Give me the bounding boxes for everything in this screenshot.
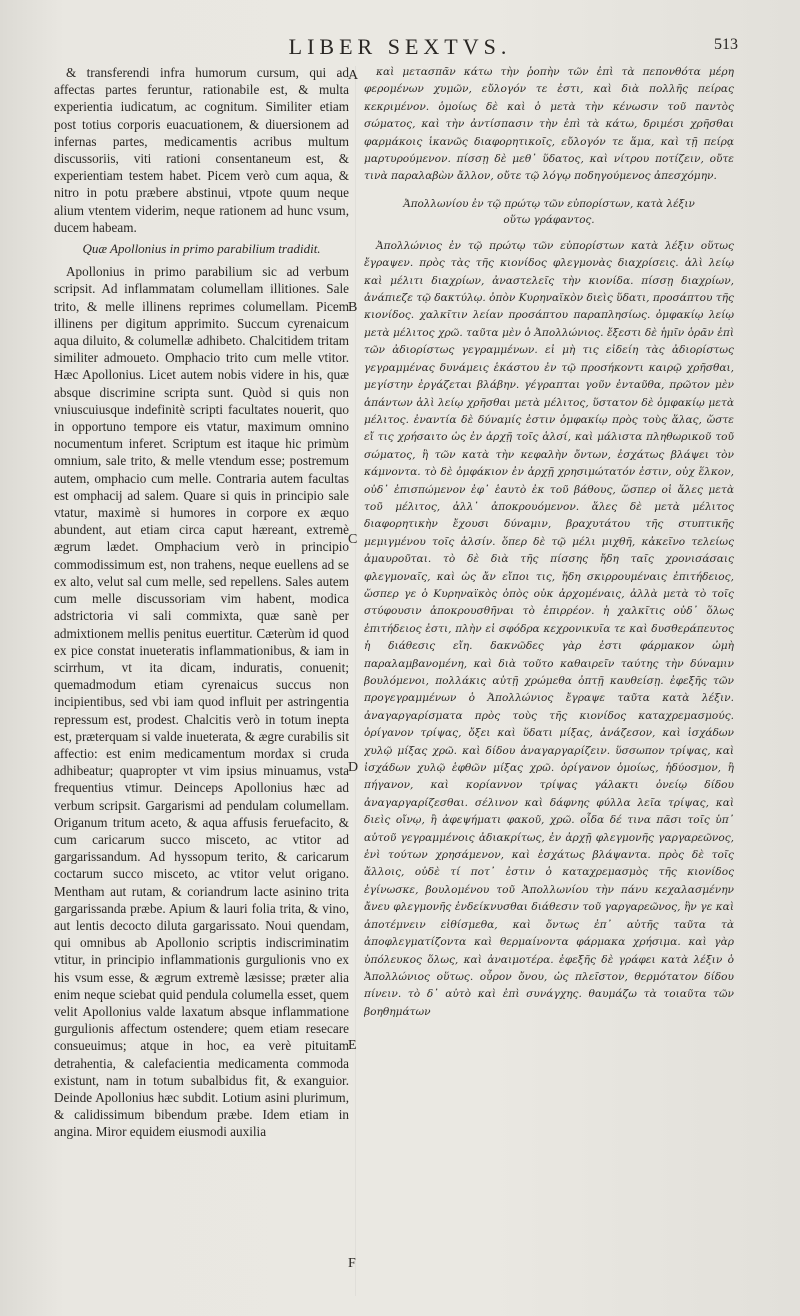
margin-letter-c: C — [348, 532, 358, 547]
latin-column — [54, 64, 349, 1304]
greek-heading-line: Ἀπολλωνίου ἐν τῷ πρώτῳ τῶν εὐπορίστων, κατὰ λέξιν — [403, 197, 695, 210]
page-number: 513 — [714, 36, 738, 53]
greek-column — [364, 64, 734, 1304]
margin-letter-d: D — [348, 760, 359, 775]
latin-section-heading: Quæ Apollonius in primo parabilium tradidit. — [82, 241, 321, 257]
latin-paragraph: & transferendi infra humorum cursum, qui ad affectas partes feruntur, rationabile est, & multa experientia iudicatum, ac cognitum. Similiter etiam post totius corporis euacuationem, & diuersionem ad infernas partes, medicamentis acribus multum discussoriis, viti rationi consentaneum est, & experientiam testem habet. Picem verò cum aqua, & nitro in potu præbere abstinui, vtpote quum neque alium vtentem viderim, neque rationem ad hunc vsum, ducem habeam. — [54, 65, 349, 235]
margin-letter-f: F — [348, 1256, 356, 1271]
greek-paragraph: Ἀπολλώνιος ἐν τῷ πρώτῳ τῶν εὐπορίστων κατὰ λέξιν οὕτως ἔγραψεν. πρὸς τὰς τῆς κιονίδος φλεγμονὰς διαχρίσεις. ἁλὶ λείῳ καὶ μέλιτι διαχρίων, ἀναστελεῖς τὴν κιονίδα. πίσσῃ διαχρίων, ἀνάπιεζε τῷ δακτύλῳ. ὀπὸν Κυρηναϊκὸν διεὶς ὕδατι, προσάπτου τῆς κιονίδος. χαλκῖτιν λείαν προσάπτου παραπλησίως. ὀμφακίῳ λείῳ μετὰ μέλιτος χρῶ. ταῦτα μὲν ὁ Ἀπολλώνιος. ἔξεστι δὲ ἡμῖν ὁρᾶν ἐπὶ τῶν ἀδιορίστως γεγραμμένων. εἰ μὴ τις εἰδείη τὰς ἀδιορίστως γεγραμμένας δυνάμεις ἑκάστου ἐν τῷ προσήκοντι καιρῷ χρῆσθαι, μεγίστην ἐργάζεται βλάβην. γέγραπται γοῦν ἐνταῦθα, πρῶτον μὲν ἁπάντων ἁλὶ λείῳ χρῆσθαι μετὰ μέλιτος, ὕστατον δὲ ὀμφακίῳ μετὰ μέλιτος. ἐναντία δὲ δύναμίς ἐστιν ὀμφακίῳ πρὸς τοὺς ἅλας, ὥστε εἴ τις χρήσαιτο ὡς ἐν ἀρχῇ τοῖς ἁλσί, καὶ μάλιστα πληθωρικοῦ τοῦ σώματος, ἢ τῶν κατὰ τὴν κεφαλὴν ὄντων, ἐσχάτως βλάψει τὸν κάμνοντα. τὸ δὲ ὀμφάκιον ἐν ἀρχῇ χρησιμώτατόν ἐστιν, οὐχ ἕλκον, οὐδ᾽ ἐπισπώμενον ἐφ᾽ ἑαυτὸ ἐκ τοῦ βάθους, ὥσπερ οἱ ἅλες μετὰ τοῦ μέλιτος, ἀλλ᾽ ἀποκρουόμενον. ἅλες δὲ μετὰ μέλιτος διαφορητικὴν ἔχουσι δύναμιν, βραχυτάτου τῆς στυπτικῆς μεμιγμένου τοῖς ἁλσίν. ὅπερ δὲ τῷ μέλι μιχθῆ, κἀκεῖνο τελείως ἀμαυροῦται. τὸ δὲ διὰ τῆς πίσσης ἤδη ταῖς χρονισάσαις φλεγμοναῖς, καὶ ὡς ἄν εἴποι τις, ἤδη σκιρρουμέναις ἐπιτήδειος, ὥσπερ γε ὁ Κυρηναϊκὸς ὀπὸς οὐκ ἀρχομέναις, ἀλλὰ μετὰ τὸ τοῖς στύφουσιν ἀποκρουσθῆναι τὸ ἐπιρρέον. ἡ χαλκῖτις οὐδ᾽ ὅλως ἐπιτήδειος ἐστι, πλὴν εἰ σφόδρα κεχρονικυῖα τε καὶ δυσθεράπευτος ἡ διάθεσις εἴη. δακνῶδες γὰρ ἐστι φάρμακον ὠμὴ παραλαμβανομένη, καὶ διὰ τοῦτο καθαιρεῖν ταύτης τὴν δύναμιν βουλόμενοι, πολλάκις αὐτῇ χρώμεθα ὀπτῇ καυθείσῃ. ἐφεξῆς τῶν προγεγραμμένων ὁ Ἀπολλώνιος ἔγραψε ταῦτα κατὰ λέξιν. ἀναγαργαρίσματα πρὸς τοὺς τῆς κιονίδος καταχρεμασμούς. ὀρίγανον τρίψας, ὄξει καὶ ὕδατι μίξας, ἀνάζεσον, καὶ ἰσχάδων χυλῷ μίξας χρῶ. καὶ δίδου ἀναγαργαρίζειν. ὕσσωπον τρίψας, καὶ ἰσχάδων χυλῷ ἑφθῶν μίξας χρῶ. ὀρίγανον ὁμοίως, ἡδύοσμον, ἢ πήγανον, καὶ κορίαννον τρίψας γάλακτι ὀνείῳ δίδου ἀναγαργαρίζεσθαι. σέλινον καὶ δάφνης φύλλα λεῖα τρίψας, καὶ διεὶς οἴνῳ, ἢ ἀφεψήματι φακοῦ, χρῶ. οἶδα δέ τινα πᾶσι τοῖς ὑπ᾽ αὐτοῦ γεγραμμένοις ἀδιακρίτως, ἐν ἀρχῇ φλεγμονῆς γαργαρεῶνος, ἑνὶ τούτων χρησάμενον, καὶ ἐσχάτως βλάψαντα. πρὸς δὲ τοῖς ἄλλοις, οὐδὲ τί ποτ᾽ ἐστιν ὁ καταχρεμασμὸς τῆς κιονίδος ἐγίνωσκε, βουλομένου τοῦ Ἀπολλωνίου τὴν πάνυ κεχαλασμένην ἄνευ φλεγμονῆς ἐνδείκνυσθαι διάθεσιν τοῦ γαργαρεῶνος, ἣν γε καὶ ἀποτέμνειν εἰθίσμεθα, καὶ ὄντως ἐπ᾽ αὐτῆς ταῦτα τὰ ἀποφλεγματίζοντα καὶ θερμαίνοντα φάρμακα χρήσιμα. καὶ γὰρ ὑπόλευκος ὅλως, καὶ ἀναιμοτέρα. ἐφεξῆς δὲ γράφει κατὰ λέξιν ὁ Ἀπολλώνιος οὕτως. οὖρον ὄνου, ὡς πλεῖστον, θερμότατον δίδου πίνειν. τὸ δ᾽ αὐτὸ καὶ ἐπὶ συνάγχης. θαυμάζω τὰ τοιαῦτα τῶν βοηθημάτων — [364, 239, 734, 1018]
margin-letter-e: E — [348, 1038, 357, 1053]
column-gutter — [355, 66, 356, 1296]
latin-paragraph: Apollonius in primo parabilium sic ad verbum scripsit. Ad inflammatam columellam illitiones. Sale trito, & melle illinens reprimes columellam. Picem illinens per digitum apprimito. Succum cyrenaicum aqua diluito, & columellæ adhibeto. Chalcitidem tritam similiter admoueto. Omphacio trito cum melle vtitor. Hæc Apollonius. Licet autem nobis videre in his, quæ absque discrimine scripta sunt. Quòd si quis non vniuscuiusque indefinitè scripti facultates nouerit, quo in opportuno tempore eis vtatur, maximum omnino nocumentum inferet. Scriptum est itaque hic primùm omnium, sale trito, & melle vtendum esse; postremum autem, omphacio cum melle. Contraria autem facultas est omphacij ad salem. Quare si quis in principio sale vtatur, maximè si humores in corpore ex æquo abundent, aut etiam circa caput hæreant, extremè ægrum lædet. Omphacium verò in principio commodissimum est, non trahens, neque euellens ad se ex alto, velut sal cum melle, sed repellens. Sales autem cum melle discussoriam vim habent, modica adstrictoria vi sali commixta, quæ sanè per admixtionem mellis penitus euertitur. Cæterùm id quod ex pice constat inueteratis inflammationibus, & iam in scirrhum, vt ita dicam, induratis, conuenit; quemadmodum etiam cyrenaicus succus non incipientibus, sed vbi iam quod influit per astringentia repressum est, prodest. Chalcitis verò in totum inepta est, præterquam si valde inueterata, & ægre curabilis sit affectio: est enim medicamentum mordax si cruda adhibeatur; quapropter vt vim ipsius minuamus, vsta frequentius vtimur. Deinceps Apollonius hæc ad verbum scripsit. Gargarismi ad pendulam columellam. Origanum tritum aceto, & aqua affusis feruefacito, & cum caricarum succo misceto, ac vtitor ad gargarissandum. Ad hyssopum terito, & caricarum coctarum succo misceto, ac vtitor velut origano. Mentham aut rutam, & coriandrum lacte asinino trita gargarissanda præbe. Apium & lauri folia trita, & vino, aut lentis decocto diluta gargarissato. Noui quendam, qui omnibus ab Apollonio scriptis indiscriminatim vtitur, in principio inflammationis gurgulionis vno ex his vsum esse, & ægrum extremè læsisse; præter alia enim neque sciebat quid pendula columella esset, quem velit Apollonius valde laxatum absque inflammatione gurgulionis affectum ostendere; quem etiam resecare consueuimus; atque in hoc, ea verè pituitam detrahentia, & calefacientia medicamenta commoda existunt, nam in totum subalbidus fit, & exanguior. Deinde Apollonius hæc subdit. Lotium asini plurimum, & calidissimum bibendum præbe. Idem etiam in angina. Miror equidem eiusmodi auxilia — [54, 264, 349, 1140]
greek-heading-line: οὕτω γράφαντος. — [503, 213, 595, 226]
greek-paragraph: καὶ μετασπᾶν κάτω τὴν ῥοπὴν τῶν ἐπὶ τὰ πεπονθότα μέρη φερομένων χυμῶν, εὔλογόν τε ἐστι, καὶ διὰ πολλῆς πείρας κεκριμένον. ὁμοίως δὲ καὶ ὁ μετὰ τὴν κένωσιν τοῦ παντὸς σώματος, καὶ τὴν ἀντίσπασιν τὴν ἐπὶ τὰ κάτω, δριμέσι χρῆσθαι φαρμάκοις ἱκανῶς διαφορητικοῖς, εὔλογόν τε ἅμα, καὶ τῇ πείρᾳ μαρτυρούμενον. πίσσῃ δὲ μεθ᾽ ὕδατος, καὶ νίτρου ποτίζειν, οὔτε τινὰ παραλαβὼν ἄλλον, οὔτε τῷ λόγῳ ποδηγούμενος ἀπεσχόμην. — [364, 66, 734, 183]
greek-section-heading — [364, 196, 734, 228]
running-head — [0, 34, 800, 64]
running-title: LIBER SEXTVS. — [288, 34, 512, 59]
margin-letter-a: A — [348, 68, 359, 83]
margin-letter-b: B — [348, 300, 358, 315]
